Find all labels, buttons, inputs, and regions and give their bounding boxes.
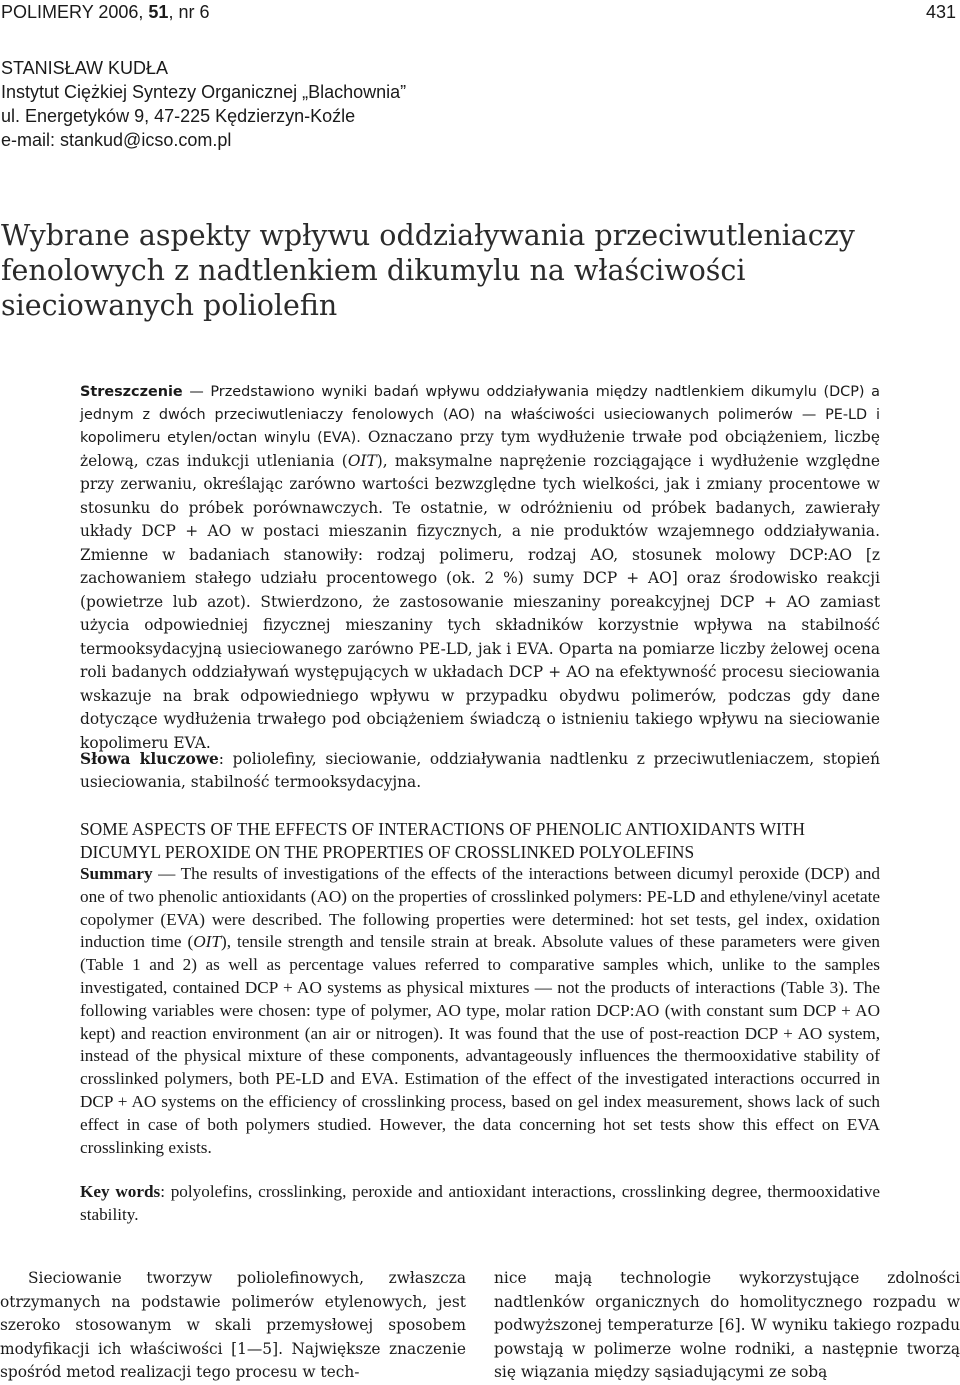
- journal-name: POLIMERY 2006,: [1, 2, 149, 22]
- abstract-text: — Przedstawiono wyniki badań wpływu oddziaływania między nadtlenkiem dikumylu (DCP) a jednym z dwóch przeciwutleniaczy fenolowych (AO) na właściwości usieciowanych polimerów — PE-LD i kopolimeru etylen/octan winylu (EVA).: [80, 384, 880, 446]
- journal-info: [1, 0, 209, 24]
- paper-title: [1, 218, 941, 323]
- abstract-polish: [80, 381, 880, 755]
- author-name: STANISŁAW KUDŁA: [1, 58, 169, 78]
- english-title-line: SOME ASPECTS OF THE EFFECTS OF INTERACTIONS OF PHENOLIC ANTIOXIDANTS WITH: [80, 819, 805, 839]
- body-column-left: Sieciowanie tworzyw poliolefinowych, zwłaszcza otrzymanych na podstawie polimerów etylenowych, jest szeroko stosowanym w skali przemysłowej sposobem modyfikacji ich właściwości [1—5]. Największe znaczenie spośród metod realizacji tego procesu w tech-: [0, 1269, 466, 1381]
- english-title: [80, 818, 890, 863]
- author-address: ul. Energetyków 9, 47-225 Kędzierzyn-Koźle: [1, 106, 356, 126]
- abstract-english: [80, 863, 880, 1159]
- keywords-label: Słowa kluczowe: [80, 750, 219, 768]
- issue-number: , nr 6: [168, 2, 210, 22]
- keywords-english: [80, 1181, 880, 1227]
- oit-term: OIT: [193, 932, 221, 952]
- author-email[interactable]: e-mail: stankud@icso.com.pl: [1, 130, 232, 150]
- title-line: Wybrane aspekty wpływu oddziaływania przeciwutleniaczy: [1, 219, 855, 252]
- keywords-polish: [80, 748, 880, 793]
- key-words-label: Key words: [80, 1182, 161, 1201]
- keywords-text: : poliolefiny, sieciowanie, oddziaływania nadtlenku z przeciwutleniaczem, stopień usieciowania, stabilność termooksydacyjna.: [80, 750, 881, 791]
- abstract-text-continued: Oznaczano przy tym wydłużenie trwałe pod obciążeniem, liczbę żelową, czas indukcji utleniania (OIT), maksymalne naprężenie rozciągające i wydłużenie względne przy zerwaniu, określając zarówno wartości bezwzględne tych wielkości, jak i zmiany procentowe w stosunku do próbek porównawczych. Te ostatnie, w odróżnieniu od próbek badanych, zawierały układy DCP + AO w postaci mieszanin fizycznych, a nie produktów wzajemnego oddziaływania. Zmienne w badaniach stanowiły: rodzaj polimeru, rodzaj AO, stosunek molowy DCP:AO [z zachowaniem stałego udziału procentowego (ok. 2 %) sumy DCP + AO] oraz środowisko reakcji (powietrze lub azot). Stwierdzono, że zastosowanie mieszaniny poreakcyjnej DCP + AO zamiast użycia odpowiedniej fizycznej mieszaniny tych składników korzystnie wpływa na stabilność termooksydacyjną usieciowanego zarówno PE-LD, jak i EVA. Oparta na pomiarze liczby żelowej ocena roli badanych oddziaływań występujących w układach DCP + AO na efektywność procesu sieciowania wskazuje na brak odpowiedniego wpływu w przypadku obydwu polimerów, podczas gdy dane dotyczące wydłużenia trwałego pod obciążeniem świadczą o istnieniu takiego wpływu na sieciowanie kopolimeru EVA.: [80, 428, 880, 752]
- summary-label: Summary: [80, 864, 153, 883]
- page-number: 431: [925, 2, 956, 22]
- title-line: sieciowanych poliolefin: [1, 289, 338, 322]
- abstract-label: Streszczenie: [80, 384, 183, 400]
- oit-term: OIT: [347, 451, 377, 470]
- author-affiliation: Instytut Ciężkiej Syntezy Organicznej „Blachownia”: [1, 82, 407, 102]
- summary-text-continued: ), tensile strength and tensile strain at break. Absolute values of these parameters were given (Table 1 and 2) as well as percentage values referred to comparative samples which, unlike to the samples investigated, contained DCP + AO systems as physical mixtures — not the products of interactions (Table 3). The following variables were chosen: type of polymer, AO type, molar ration DCP:AO (with constant sum DCP + AO kept) and reaction environment (an air or nitrogen). It was found that the use of post-reaction DCP + AO system, instead of the physical mixture of these components, advantageously influences the thermooxidative stability of crosslinked polymers, both PE-LD and EVA. Estimation of the effect of the investigated interactions occurred in DCP + AO systems on the efficiency of crosslinking process, based on gel index measurement, shows lack of such effect in case of both polymers studied. However, the data concerning hot set tests show this effect on EVA crosslinking exists.: [80, 932, 880, 1157]
- running-header: [0, 0, 960, 24]
- author-block: [1, 56, 406, 152]
- summary-text: — The results of investigations of the effects of the interactions between dicumyl peroxide (DCP) and one of two phenolic antioxidants (AO) on the properties of crosslinked polymers: PE-LD and ethylene/vinyl acetate copolymer (EVA) were described. The following properties were determined: hot set tests, gel index, oxidation induction time (: [80, 864, 880, 952]
- body-column-right: nice mają technologie wykorzystujące zdolności nadtlenków organicznych do homolitycznego rozpadu w podwyższonej temperaturze [6]. W wyniku takiego rozpadu powstają w polimerze wolne rodniki, a następnie tworzą się wiązania między sąsiadującymi ze sobą: [494, 1269, 960, 1381]
- english-title-line: DICUMYL PEROXIDE ON THE PROPERTIES OF CROSSLINKED POLYOLEFINS: [80, 841, 695, 862]
- key-words-text: : polyolefins, crosslinking, peroxide and antioxidant interactions, crosslinking degree, thermooxidative stability.: [80, 1182, 880, 1224]
- volume-number: 51: [148, 2, 169, 22]
- title-line: fenolowych z nadtlenkiem dikumylu na właściwości: [1, 254, 746, 287]
